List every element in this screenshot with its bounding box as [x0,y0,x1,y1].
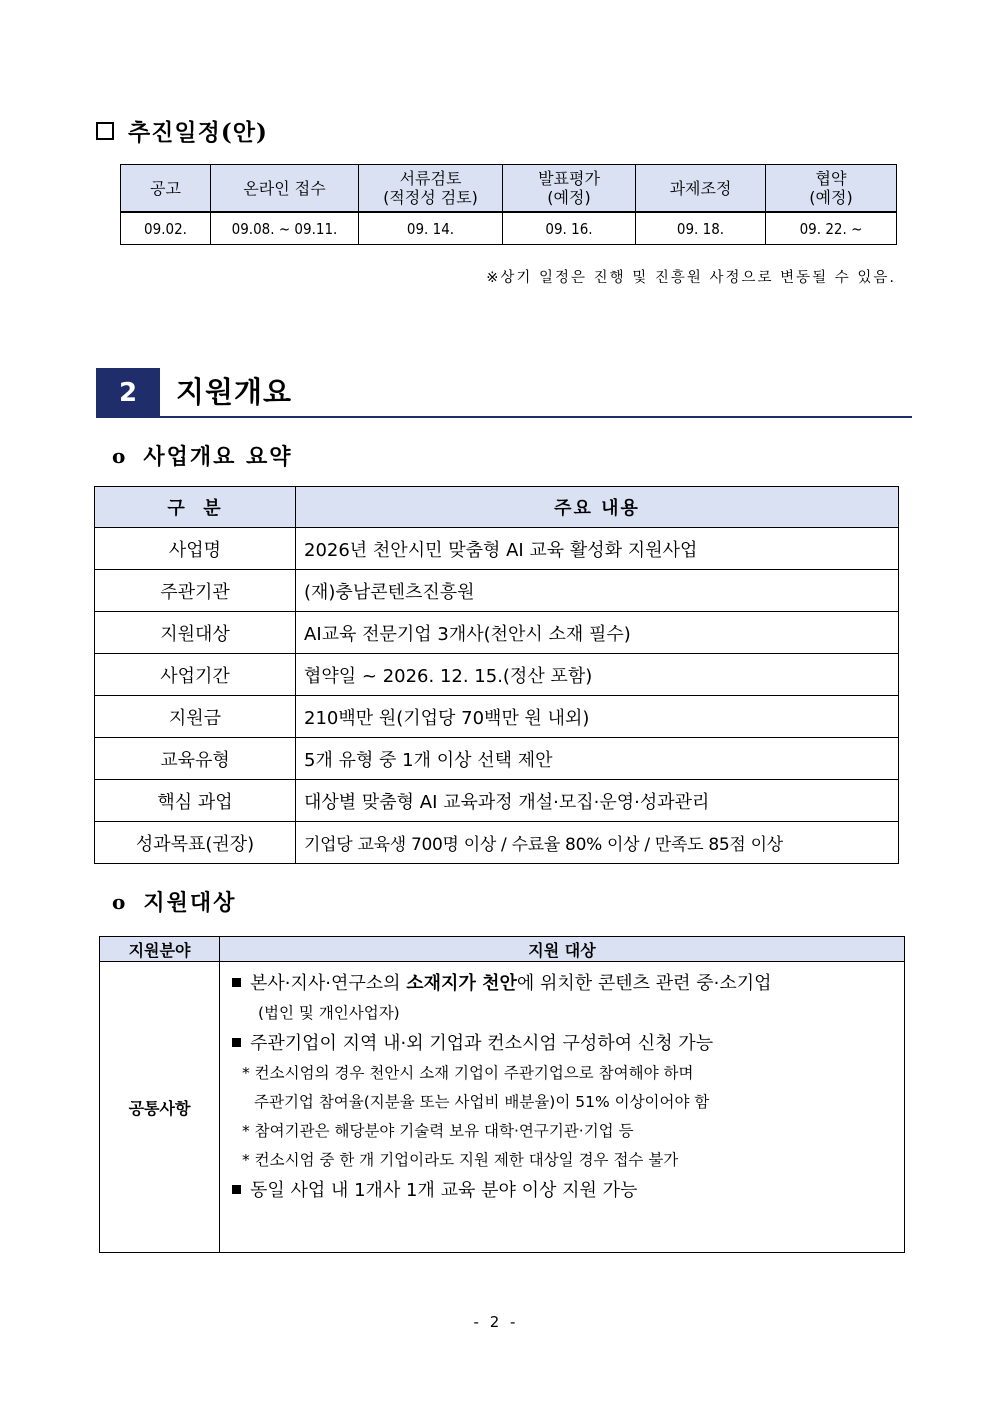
schedule-header-cell: 협약 (예정) [766,165,897,213]
target-title: 지원대상 [143,890,237,916]
summary-key: 지원대상 [95,612,296,654]
summary-value: 210백만 원(기업당 70백만 원 내외) [296,696,899,738]
target-header-cell: 지원 대상 [220,937,905,962]
target-table [99,936,905,1253]
target-header-cell: 지원분야 [100,937,220,962]
schedule-date-cell: 09. 22. ~ [766,212,897,245]
schedule-note: ※상기 일정은 진행 및 진흥원 사정으로 변동될 수 있음. [486,270,896,286]
schedule-date-cell: 09.02. [121,212,211,245]
target-line: 주관기업이 지역 내·외 기업과 컨소시엄 구성하여 신청 가능 [228,1028,904,1059]
summary-key: 핵심 과업 [95,780,296,822]
summary-key: 사업명 [95,528,296,570]
target-category: 공통사항 [100,962,220,1253]
summary-value: 5개 유형 중 1개 이상 선택 제안 [296,738,899,780]
schedule-header-cell: 과제조정 [636,165,766,213]
summary-key: 주관기관 [95,570,296,612]
schedule-date-cell: 09. 18. [636,212,766,245]
summary-header-cell: 주요 내용 [296,487,899,528]
schedule-header-cell: 발표평가 (예정) [503,165,636,213]
summary-key: 사업기간 [95,654,296,696]
summary-heading [112,440,293,471]
schedule-heading [96,114,268,147]
target-line: 본사·지사·연구소의 소재지가 천안에 위치한 콘텐츠 관련 중·소기업 [228,968,904,999]
target-line: (법인 및 개인사업자) [258,1004,400,1022]
section-number-badge: 2 [96,368,160,418]
square-bullet-icon [232,1185,241,1194]
summary-key: 성과목표(권장) [95,822,296,864]
summary-table [94,486,899,864]
target-heading [112,886,236,917]
summary-value: 대상별 맞춤형 AI 교육과정 개설·모집·운영·성과관리 [296,780,899,822]
summary-header-cell: 구 분 [95,487,296,528]
summary-value: 기업당 교육생 700명 이상 / 수료율 80% 이상 / 만족도 85점 이상 [296,822,899,864]
square-bullet-icon [232,1038,241,1047]
schedule-header-cell: 공고 [121,165,211,213]
page-number: - 2 - [473,1313,519,1331]
section-title: 지원개요 [176,375,293,409]
section-divider [96,416,912,418]
schedule-title: 추진일정(안) [128,119,268,146]
summary-key: 지원금 [95,696,296,738]
target-note-line: * 컨소시엄의 경우 천안시 소재 기업이 주관기업으로 참여해야 하며 [242,1064,694,1082]
target-details [220,962,905,1253]
bullet-icon: o [112,889,126,914]
schedule-date-cell: 09.08. ~ 09.11. [211,212,359,245]
target-line: 동일 사업 내 1개사 1개 교육 분야 이상 지원 가능 [228,1175,904,1206]
summary-value: 2026년 천안시민 맞춤형 AI 교육 활성화 지원사업 [296,528,899,570]
square-bullet-icon [232,978,241,987]
schedule-date-cell: 09. 16. [503,212,636,245]
schedule-header-cell: 온라인 접수 [211,165,359,213]
summary-key: 교육유형 [95,738,296,780]
bullet-icon: o [112,443,126,468]
schedule-table [120,164,897,245]
summary-title: 사업개요 요약 [143,444,293,470]
checkbox-icon [96,122,114,140]
schedule-header-cell: 서류검토 (적정성 검토) [359,165,503,213]
summary-value: (재)충남콘텐츠진흥원 [296,570,899,612]
target-note-line: * 참여기관은 해당분야 기술력 보유 대학·연구기관·기업 등 [242,1122,634,1140]
target-note-line: 주관기업 참여율(지분율 또는 사업비 배분율)이 51% 이상이어야 함 [254,1093,710,1111]
schedule-date-cell: 09. 14. [359,212,503,245]
summary-value: AI교육 전문기업 3개사(천안시 소재 필수) [296,612,899,654]
target-note-line: * 컨소시엄 중 한 개 기업이라도 지원 제한 대상일 경우 접수 불가 [242,1151,679,1169]
summary-value: 협약일 ~ 2026. 12. 15.(정산 포함) [296,654,899,696]
